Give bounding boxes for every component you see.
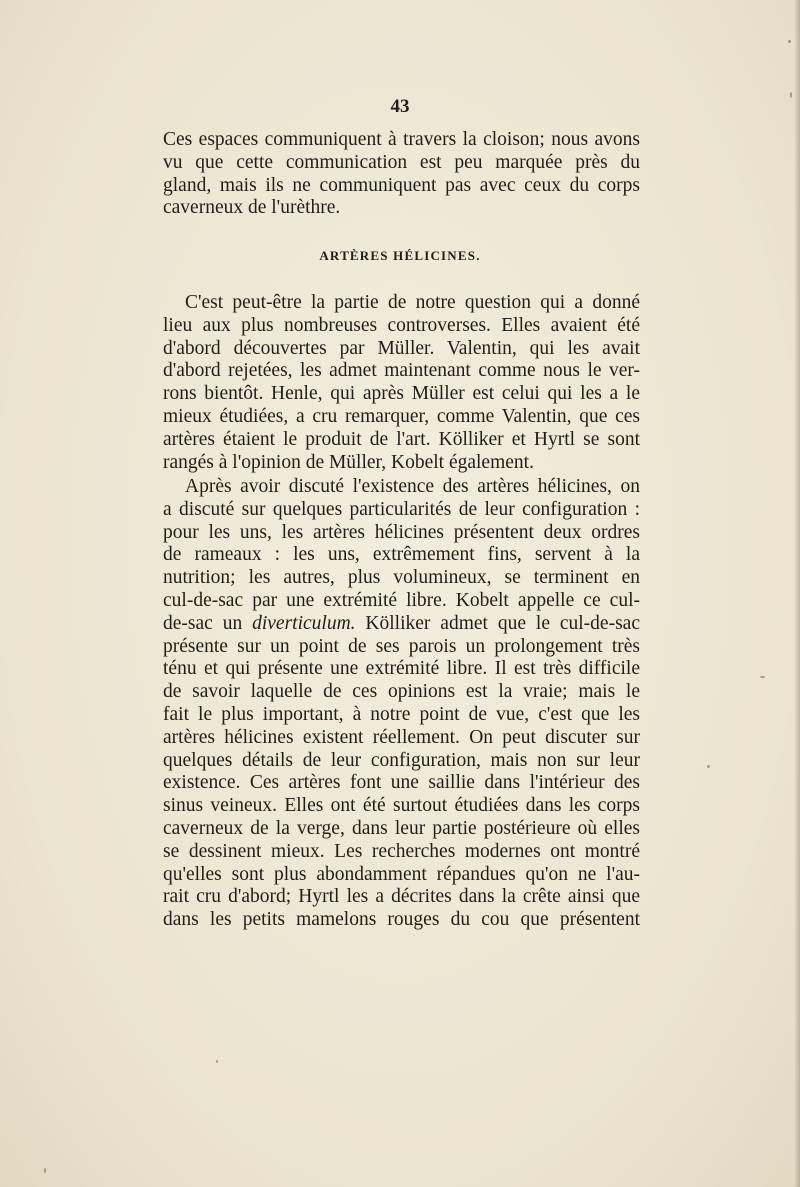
text-line: de rameaux : les uns, extrêmement fins, servent à la xyxy=(163,544,640,566)
text-line: mieux étudiées, a cru remarquer, comme Valentin, que ces xyxy=(163,405,640,427)
text-line: Ces espaces communiquent à travers la cloison; nous avons xyxy=(163,129,640,150)
paragraph-1 xyxy=(163,129,640,220)
italic-term: diverticulum. xyxy=(252,612,356,634)
paper-speck xyxy=(760,676,765,678)
text-line: artères hélicines existent réellement. On peut discuter sur xyxy=(163,726,640,748)
text-line: de savoir laquelle de ces opinions est la vraie; mais le xyxy=(163,681,640,703)
text-line: rons bientôt. Henle, qui après Müller est celui qui les a le xyxy=(163,383,640,405)
text-line: caverneux de l'urèthre. xyxy=(163,197,341,219)
text-line xyxy=(163,613,640,636)
text-line: lieu aux plus nombreuses controverses. Elles avaient été xyxy=(163,314,640,336)
section-heading: ARTÈRES HÉLICINES. xyxy=(319,248,481,263)
text-line: vu que cette communication est peu marquée près du xyxy=(163,151,640,173)
text-line: d'abord découvertes par Müller. Valentin, qui les avait xyxy=(163,337,640,359)
text-line: gland, mais ils ne communiquent pas avec ceux du corps xyxy=(163,174,640,196)
text-line: quelques détails de leur configuration, mais non sur leur xyxy=(163,749,640,771)
text-line: C'est peut-être la partie de notre question qui a donné xyxy=(185,292,640,313)
paragraph-3 xyxy=(163,476,640,932)
text-line: fait le plus important, à notre point de vue, c'est que les xyxy=(163,703,640,725)
text-line: qu'elles sont plus abondamment répandues qu'on ne l'au- xyxy=(163,863,640,885)
paragraph-2 xyxy=(163,292,640,474)
text-line: d'abord rejetées, les admet maintenant comme nous le ver- xyxy=(163,360,640,382)
text-line: sinus veineux. Elles ont été surtout étudiées dans les corps xyxy=(163,795,640,817)
text-line: rangés à l'opinion de Müller, Kobelt également. xyxy=(163,451,534,473)
text-line: a discuté sur quelques particularités de leur configuration : xyxy=(163,498,640,520)
paper-speck xyxy=(788,40,791,43)
paper-speck xyxy=(707,765,710,768)
text-run: Kölliker admet que le cul-de-sac xyxy=(355,612,640,634)
text-line: dans les petits mamelons rouges du cou que présentent xyxy=(163,909,640,931)
text-line: artères étaient le produit de l'art. Kölliker et Hyrtl se sont xyxy=(163,428,640,450)
text-line: se dessinent mieux. Les recherches modernes ont montré xyxy=(163,840,640,862)
text-line: pour les uns, les artères hélicines présentent deux ordres xyxy=(163,521,640,543)
paper-speck xyxy=(44,1168,46,1173)
text-run: de-sac un xyxy=(163,612,253,634)
page-edge-shadow xyxy=(794,0,800,1187)
text-line: ténu et qui présente une extrémité libre. Il est très difficile xyxy=(163,658,640,680)
text-line: caverneux de la verge, dans leur partie postérieure où elles xyxy=(163,817,640,839)
page-number: 43 xyxy=(390,96,410,117)
text-line: existence. Ces artères font une saillie dans l'intérieur des xyxy=(163,772,640,794)
text-line: nutrition; les autres, plus volumineux, se terminent en xyxy=(163,567,640,589)
paper-speck xyxy=(216,1060,218,1063)
paper-speck xyxy=(790,92,792,98)
text-line: cul-de-sac par une extrémité libre. Kobelt appelle ce cul- xyxy=(163,589,640,611)
text-line: rait cru d'abord; Hyrtl les a décrites dans la crête ainsi que xyxy=(163,886,640,908)
text-line: Après avoir discuté l'existence des artères hélicines, on xyxy=(185,476,640,497)
text-line: présente sur un point de ses parois un prolongement très xyxy=(163,635,640,657)
